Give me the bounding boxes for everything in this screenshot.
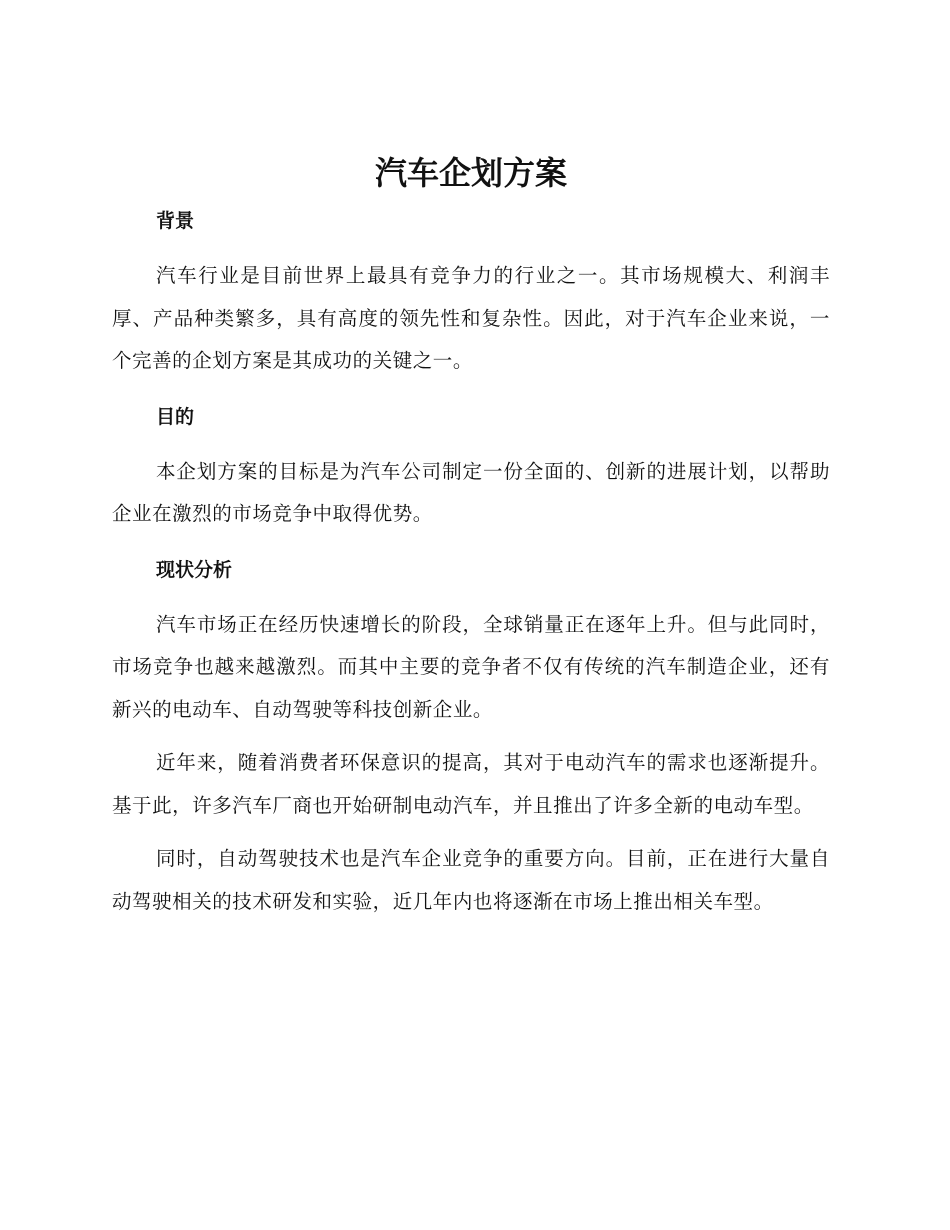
section-heading-background: 背景 [156, 210, 195, 232]
document-title: 汽车企划方案 [374, 154, 567, 192]
paragraph: 本企划方案的目标是为汽车公司制定一份全面的、创新的进展计划，以帮助企业在激烈的市场竞争中取得优势。 [112, 459, 830, 525]
paragraph: 近年来，随着消费者环保意识的提高，其对于电动汽车的需求也逐渐提升。基于此，许多汽车厂商也开始研制电动汽车，并且推出了许多全新的电动车型。 [112, 751, 830, 817]
section-heading-status-analysis: 现状分析 [156, 558, 233, 581]
paragraph: 汽车市场正在经历快速增长的阶段，全球销量正在逐年上升。但与此同时，市场竞争也越来越激烈。而其中主要的竞争者不仅有传统的汽车制造企业，还有新兴的电动车、自动驾驶等科技创新企业。 [112, 612, 830, 721]
paragraph: 汽车行业是目前世界上最具有竞争力的行业之一。其市场规模大、利润丰厚、产品种类繁多，具有高度的领先性和复杂性。因此，对于汽车企业来说，一个完善的企划方案是其成功的关键之一。 [112, 264, 830, 372]
paragraph: 同时，自动驾驶技术也是汽车企业竞争的重要方向。目前，正在进行大量自动驾驶相关的技术研发和实验，近几年内也将逐渐在市场上推出相关车型。 [112, 847, 830, 913]
section-heading-purpose: 目的 [156, 405, 195, 428]
document-page [112, 148, 830, 923]
